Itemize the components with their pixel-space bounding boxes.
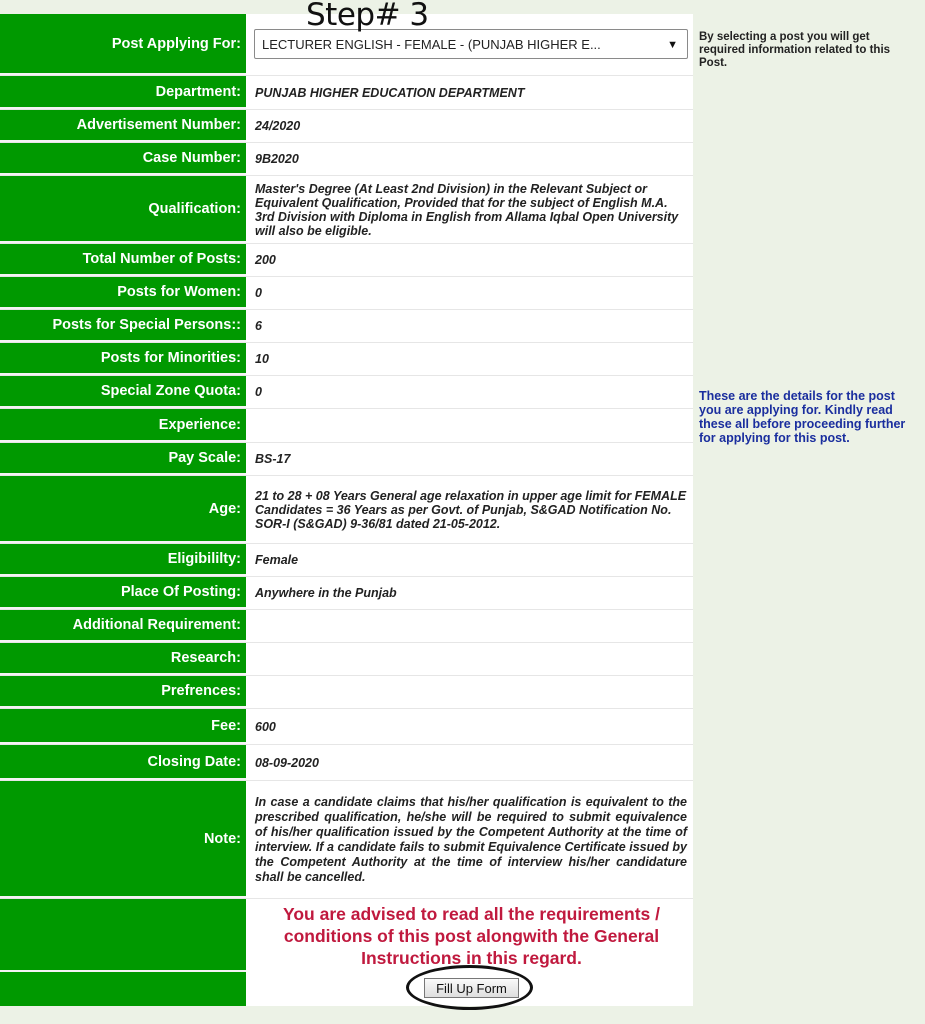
field-label: Advertisement Number: <box>0 110 246 142</box>
field-label: Pay Scale: <box>0 443 246 475</box>
field-value <box>255 643 687 675</box>
post-select-hint: By selecting a post you will get required information related to this Post. <box>699 31 891 69</box>
fill-up-form-button[interactable]: Fill Up Form <box>424 978 519 998</box>
details-hint: These are the details for the post you are applying for. Kindly read these all before proceeding further for applying for this post. <box>699 389 906 445</box>
field-label: Posts for Special Persons:: <box>0 310 246 342</box>
field-label: Posts for Women: <box>0 277 246 309</box>
field-value: 0 <box>255 385 262 399</box>
field-row-age <box>0 476 693 544</box>
field-row-fee <box>0 709 693 745</box>
field-label: Department: <box>0 76 246 109</box>
chevron-down-icon[interactable]: ▼ <box>667 39 678 51</box>
field-row-eligibility <box>0 544 693 577</box>
field-value: Master's Degree (At Least 2nd Division) in the Relevant Subject or Equivalent Qualification, Provided that for the subject of English M.A. 3rd Division with Diploma in English from Allama Iqbal Open University will also be eligible. <box>255 181 679 238</box>
field-value: 08-09-2020 <box>255 755 319 770</box>
field-label: Total Number of Posts: <box>0 244 246 276</box>
advice-label-cell <box>0 899 246 972</box>
field-row-closing-date <box>0 745 693 781</box>
field-value: 10 <box>255 352 269 366</box>
field-label: Closing Date: <box>0 745 246 780</box>
field-row-research <box>0 643 693 676</box>
field-row-posts-women <box>0 277 693 310</box>
field-row-advertisement-number <box>0 110 693 143</box>
field-value: In case a candidate claims that his/her qualification is equivalent to the prescribed qualification, he/she will be required to submit equivalence of his/her qualification issued by the Competent Authority at the time of interview. If a candidate fails to submit Equivalence Certificate issued by the Competent Authority at the time of interview his/her candidature shall be cancelled. <box>255 794 687 884</box>
field-value: PUNJAB HIGHER EDUCATION DEPARTMENT <box>255 85 525 100</box>
field-label: Posts for Minorities: <box>0 343 246 375</box>
field-row-pay-scale <box>0 443 693 476</box>
field-label: Note: <box>0 781 246 898</box>
field-value <box>255 610 687 642</box>
field-value: 21 to 28 + 08 Years General age relaxation in upper age limit for FEMALE Candidates = 36 Years as per Govt. of Punjab, S&GAD Notification No. SOR-I (S&GAD) 9-36/81 dated 21-05-2012. <box>255 488 687 531</box>
post-select-value: LECTURER ENGLISH - FEMALE - (PUNJAB HIGHER E... <box>262 36 601 52</box>
field-value <box>255 676 687 708</box>
field-value: BS-17 <box>255 452 291 466</box>
field-row-posts-minorities <box>0 343 693 376</box>
field-label: Additional Requirement: <box>0 610 246 642</box>
field-row-experience <box>0 409 693 443</box>
field-row-total-posts <box>0 244 693 277</box>
field-value: Anywhere in the Punjab <box>255 586 397 600</box>
post-applying-label: Post Applying For: <box>0 14 246 75</box>
field-label: Eligibililty: <box>0 544 246 576</box>
submit-row <box>0 972 693 1006</box>
field-label: Qualification: <box>0 176 246 243</box>
field-row-preferences <box>0 676 693 709</box>
field-row-additional-requirement <box>0 610 693 643</box>
field-value: 0 <box>255 286 262 300</box>
field-label: Age: <box>0 476 246 543</box>
field-row-place-of-posting <box>0 577 693 610</box>
field-value: 9B2020 <box>255 152 299 166</box>
field-label: Prefrences: <box>0 676 246 708</box>
field-value: 600 <box>255 719 276 734</box>
field-value: Female <box>255 553 299 567</box>
advice-text: You are advised to read all the requirements / conditions of this post alongwith the General Instructions in this regard. <box>282 904 661 968</box>
field-row-case-number <box>0 143 693 176</box>
field-label: Fee: <box>0 709 246 744</box>
field-row-note <box>0 781 693 899</box>
field-value: 24/2020 <box>255 119 301 133</box>
field-row-posts-special-persons <box>0 310 693 343</box>
field-row-special-zone-quota <box>0 376 693 409</box>
field-row-qualification <box>0 176 693 244</box>
step-title: Step# 3 <box>306 0 429 33</box>
field-value <box>255 409 687 442</box>
field-label: Special Zone Quota: <box>0 376 246 408</box>
field-label: Case Number: <box>0 143 246 175</box>
field-value: 200 <box>255 253 276 267</box>
field-label: Place Of Posting: <box>0 577 246 609</box>
field-row-department <box>0 76 693 110</box>
submit-label-cell <box>0 972 246 1006</box>
field-label: Research: <box>0 643 246 675</box>
field-label: Experience: <box>0 409 246 442</box>
field-value: 6 <box>255 319 262 333</box>
